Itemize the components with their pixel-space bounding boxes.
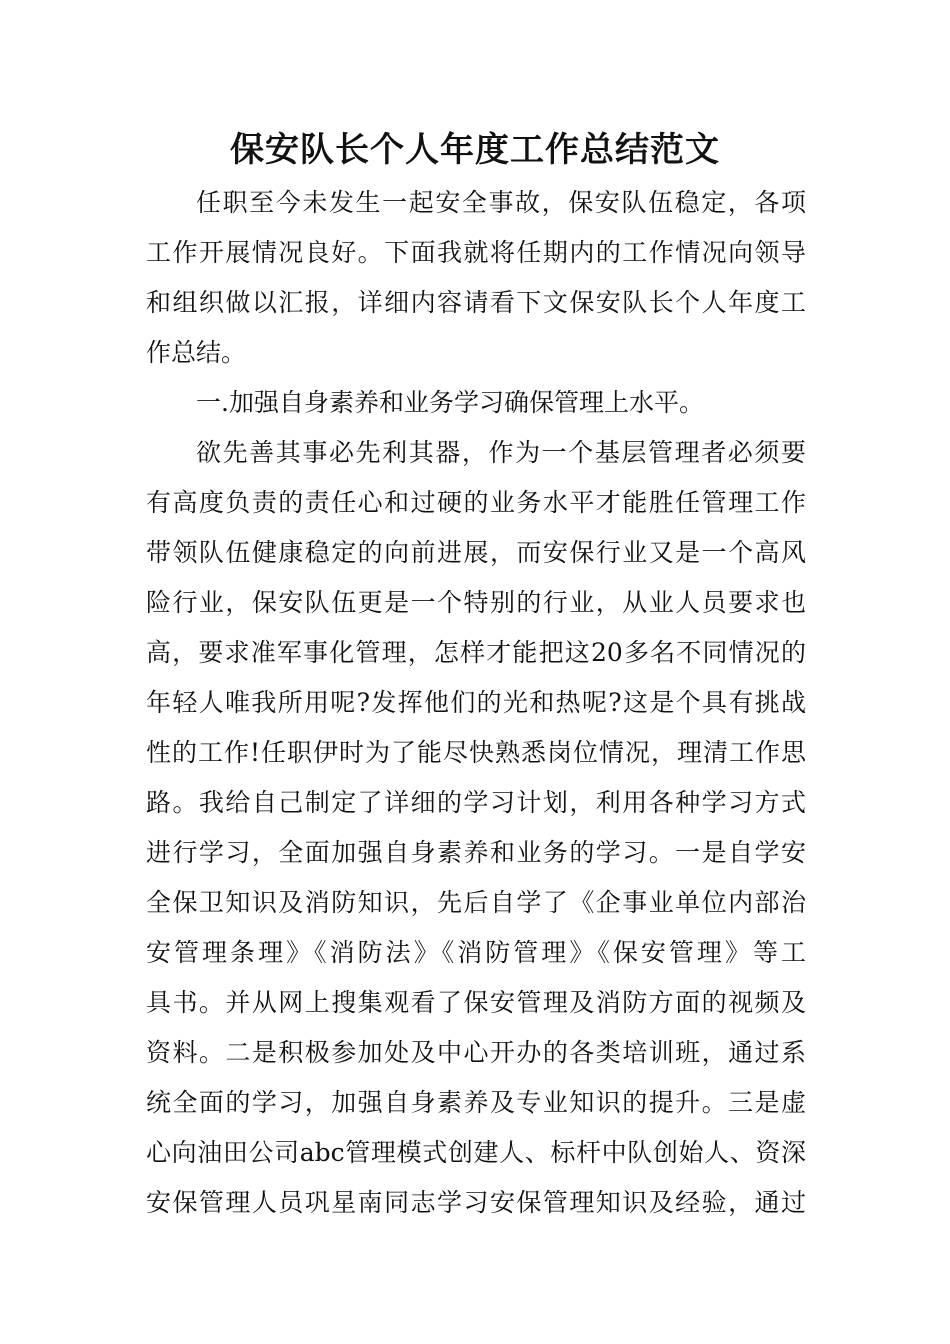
- paragraph-line: 具书。并从网上搜集观看了保安管理及消防方面的视频及: [146, 988, 806, 1017]
- paragraph-line: 任职至今未发生一起安全事故，保安队伍稳定，各项: [196, 188, 806, 217]
- paragraph-line: 资料。二是积极参加处及中心开办的各类培训班，通过系: [146, 1038, 806, 1067]
- paragraph-line: 统全面的学习，加强自身素养及专业知识的提升。三是虚: [146, 1088, 806, 1117]
- paragraph-line: 险行业，保安队伍更是一个特别的行业，从业人员要求也: [146, 588, 806, 617]
- paragraph-line: 年轻人唯我所用呢?发挥他们的光和热呢?这是个具有挑战: [146, 688, 806, 717]
- paragraph-line: 带领队伍健康稳定的向前进展，而安保行业又是一个高风: [146, 538, 806, 567]
- section-heading: 一.加强自身素养和业务学习确保管理上水平。: [196, 388, 704, 417]
- paragraph-line: 和组织做以汇报，详细内容请看下文保安队长个人年度工: [146, 288, 806, 317]
- paragraph-line: 工作开展情况良好。下面我就将任期内的工作情况向领导: [146, 238, 806, 267]
- paragraph-line: 有高度负责的责任心和过硬的业务水平才能胜任管理工作: [146, 488, 806, 517]
- paragraph-line: 心向油田公司abc管理模式创建人、标杆中队创始人、资深: [146, 1138, 806, 1167]
- paragraph-line: 安管理条理》《消防法》《消防管理》《保安管理》等工: [146, 938, 806, 967]
- paragraph-line: 路。我给自己制定了详细的学习计划，利用各种学习方式: [146, 788, 806, 817]
- document-body: [146, 178, 806, 1228]
- paragraph-line: 性的工作!任职伊时为了能尽快熟悉岗位情况，理清工作思: [146, 738, 806, 767]
- paragraph-line: 进行学习，全面加强自身素养和业务的学习。一是自学安: [146, 838, 806, 867]
- document-title: 保安队长个人年度工作总结范文: [230, 130, 720, 170]
- paragraph-line: 欲先善其事必先利其器，作为一个基层管理者必须要: [196, 438, 806, 467]
- paragraph-line: 安保管理人员巩星南同志学习安保管理知识及经验，通过: [146, 1188, 806, 1217]
- paragraph-line: 全保卫知识及消防知识，先后自学了《企事业单位内部治: [146, 888, 806, 917]
- paragraph-line: 作总结。: [146, 338, 247, 367]
- paragraph-line: 高，要求准军事化管理，怎样才能把这20多名不同情况的: [146, 638, 806, 667]
